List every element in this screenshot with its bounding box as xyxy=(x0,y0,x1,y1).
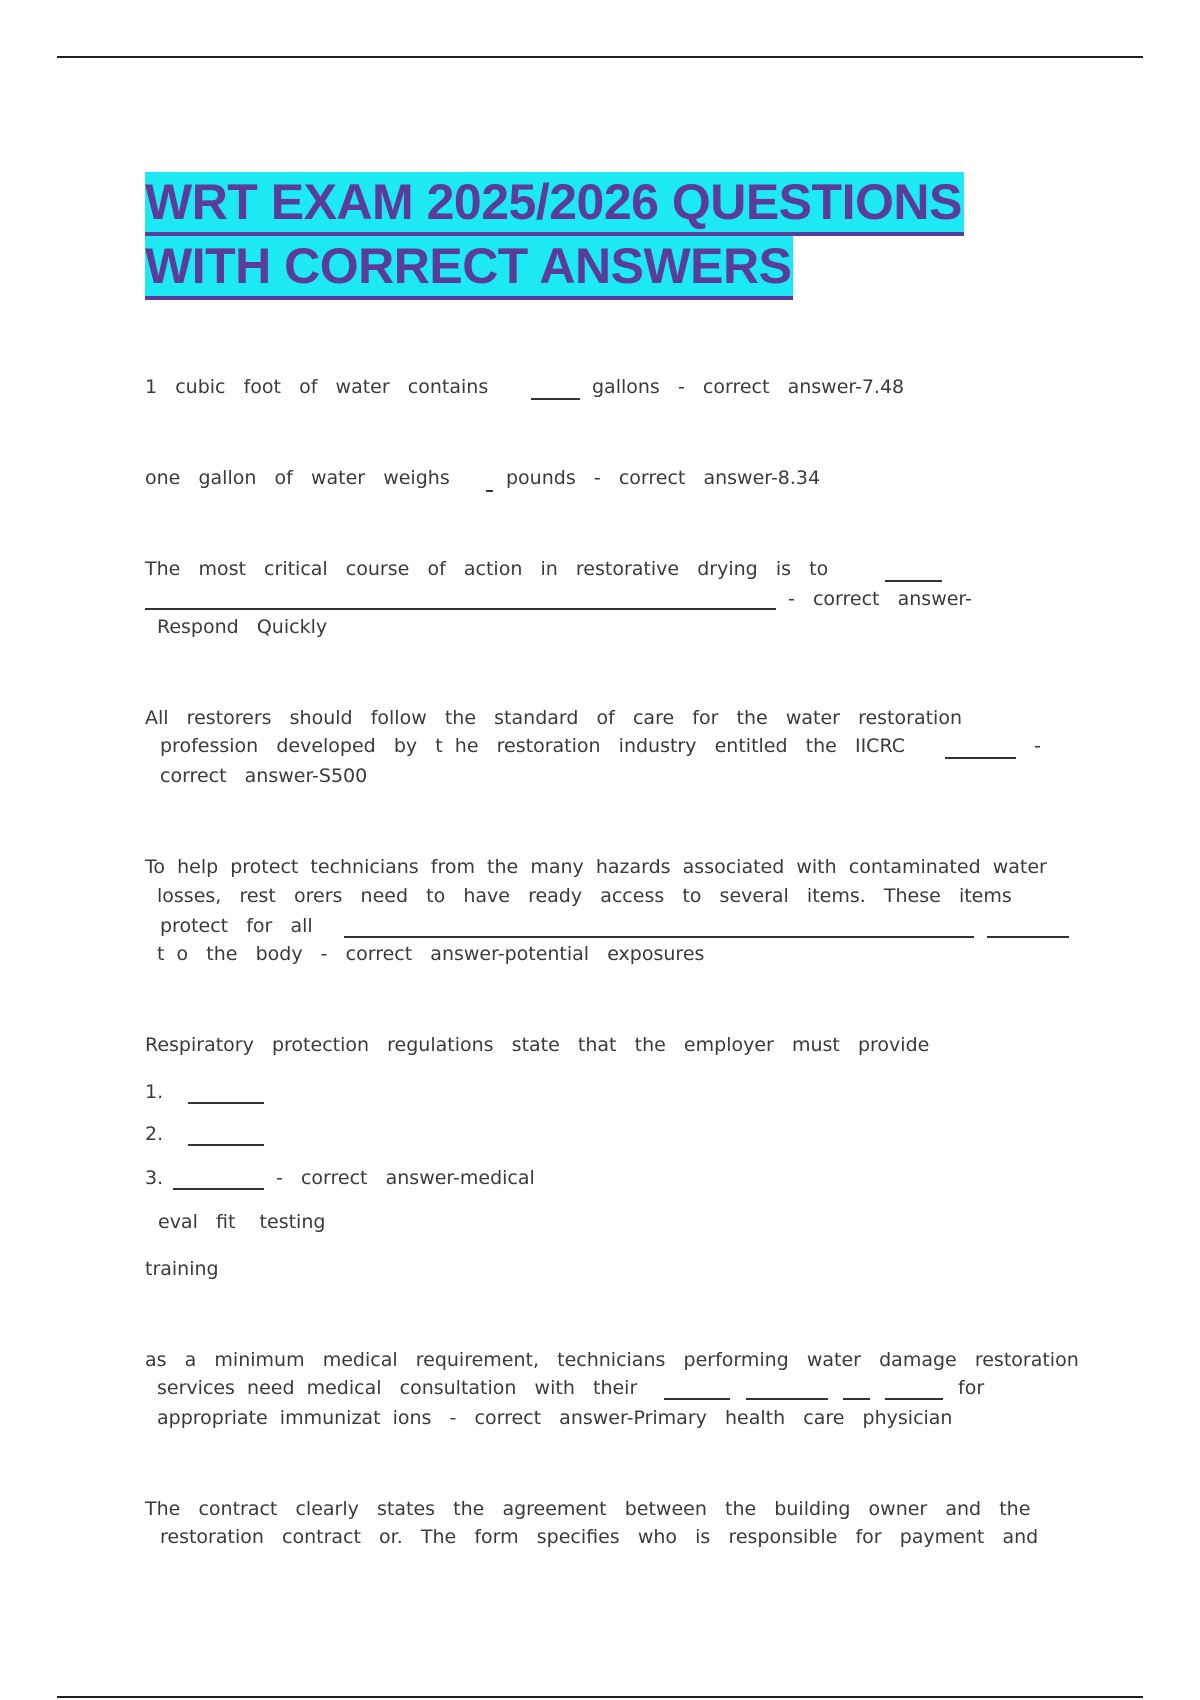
q5-blank-1 xyxy=(344,936,974,938)
q2-blank xyxy=(486,490,493,492)
q5-text-line-1: To help protect technicians from the many hazards associated with contaminated water xyxy=(145,856,1047,878)
q3-answer: Respond Quickly xyxy=(157,616,328,638)
q3-blank-2 xyxy=(145,608,776,610)
document-title xyxy=(145,172,964,300)
q6-item-3-blank xyxy=(173,1188,264,1190)
q4-text-line-1: All restorers should follow the standard of care for the water restoration xyxy=(145,707,962,729)
footer-rule xyxy=(57,1696,1143,1698)
q6-item-2-number: 2. xyxy=(145,1123,164,1145)
q3-blank-1 xyxy=(885,580,942,582)
q6-answer-label: - correct answer-medical xyxy=(276,1167,535,1189)
q6-item-1-number: 1. xyxy=(145,1081,164,1103)
q7-blank-2 xyxy=(746,1398,828,1400)
q6-item-3-number: 3. xyxy=(145,1167,164,1189)
q3-text-start: The most critical course of action in restorative drying is to xyxy=(145,558,829,580)
q1-text-end: gallons - correct answer-7.48 xyxy=(592,376,905,398)
title-line-1: WRT EXAM 2025/2026 QUESTIONS xyxy=(145,172,964,236)
q4-answer: correct answer-S500 xyxy=(160,765,368,787)
q8-text-line-1: The contract clearly states the agreement between the building owner and the xyxy=(145,1498,1031,1520)
q8-text-line-2: restoration contract or. The form specifies who is responsible for payment and xyxy=(160,1526,1039,1548)
q7-blank-4 xyxy=(885,1398,943,1400)
q6-answer-line-1: eval fit testing xyxy=(158,1211,326,1233)
q4-blank xyxy=(945,757,1016,759)
q1-blank xyxy=(531,398,580,400)
q6-text: Respiratory protection regulations state that the employer must provide xyxy=(145,1034,930,1056)
q4-dash: - xyxy=(1034,735,1041,757)
q1-text-start: 1 cubic foot of water contains xyxy=(145,376,489,398)
q4-text-line-2: profession developed by t he restoration industry entitled the IICRC xyxy=(160,735,905,757)
q5-blank-2 xyxy=(987,936,1069,938)
q7-text-line-1: as a minimum medical requirement, technicians performing water damage restoration xyxy=(145,1349,1079,1371)
q5-answer: t o the body - correct answer-potential exposures xyxy=(157,943,705,965)
q7-blank-1 xyxy=(664,1398,730,1400)
q3-answer-label: - correct answer- xyxy=(788,588,972,610)
q7-text-line-2: services need medical consultation with their xyxy=(157,1377,638,1399)
q6-answer-line-2: training xyxy=(145,1258,219,1280)
q6-item-1-blank xyxy=(188,1102,264,1104)
q7-answer: appropriate immunizat ions - correct answer-Primary health care physician xyxy=(157,1407,953,1429)
q6-item-2-blank xyxy=(188,1144,264,1146)
q5-text-line-3: protect for all xyxy=(160,915,313,937)
title-line-2: WITH CORRECT ANSWERS xyxy=(145,236,793,300)
q2-text-end: pounds - correct answer-8.34 xyxy=(506,467,821,489)
header-rule xyxy=(57,56,1143,58)
q2-text-start: one gallon of water weighs xyxy=(145,467,450,489)
q5-text-line-2: losses, rest orers need to have ready access to several items. These items xyxy=(157,885,1012,907)
q7-text-for: for xyxy=(958,1377,985,1399)
q7-blank-3 xyxy=(843,1398,870,1400)
